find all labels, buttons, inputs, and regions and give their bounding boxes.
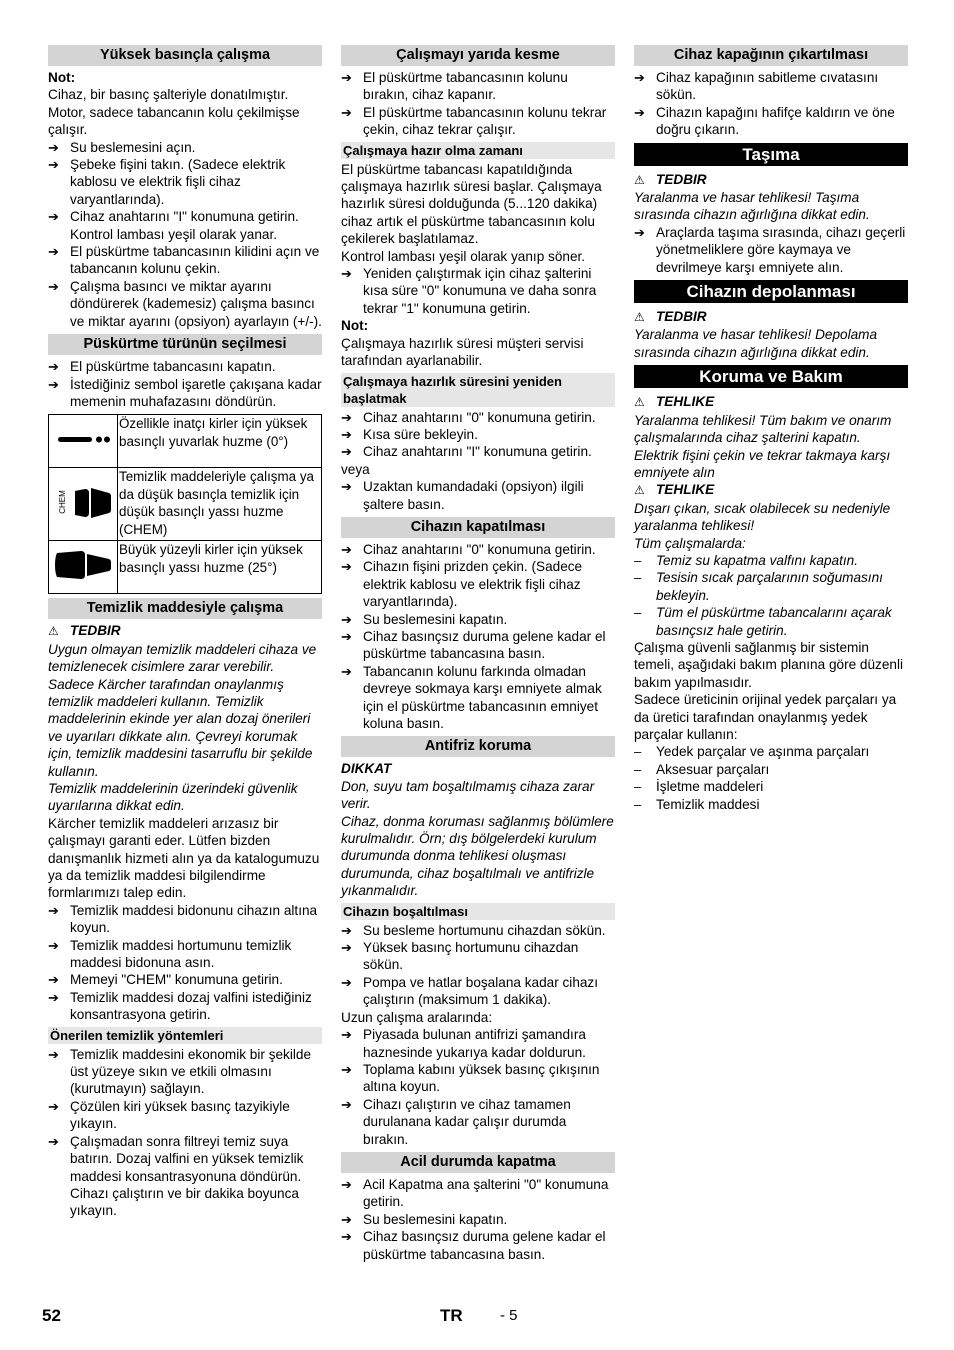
section-heading-emergency: Acil durumda kapatma	[341, 1152, 615, 1173]
warning-text: Temizlik maddelerinin üzerindeki güvenlik uyarılarına dikkat edin.	[48, 780, 298, 814]
subheading-recommended-methods: Önerilen temizlik yöntemleri	[48, 1027, 322, 1044]
arrow-icon: ➔	[341, 1176, 352, 1192]
list-item: ➔ Cihazın kapağını hafifçe kaldırın ve öne doğru çıkarın.	[634, 104, 895, 138]
list-item: ➔ Yüksek basınç hortumunu cihazdan sökün.	[341, 940, 579, 973]
warning-triangle-icon: ⚠	[634, 310, 645, 325]
caution-text: Don, suyu tam boşaltılmamış cihaza zarar verir.	[341, 778, 595, 812]
list-item: ➔ Yeniden çalıştırmak için cihaz şalterini kısa süre "0" konumuna ve daha sonra tekrar "1" konumuna getirin.	[341, 266, 597, 316]
subheading-draining: Cihazın boşaltılması	[341, 903, 615, 920]
warning-text: Yaralanma ve hasar tehlikesi! Depolama sırasında cihazın ağırlığına dikkat edin.	[634, 327, 878, 360]
list-item: – Yedek parçalar ve aşınma parçaları	[634, 744, 870, 760]
list-item: – İşletme maddeleri	[634, 779, 764, 795]
arrow-icon: ➔	[48, 1133, 59, 1149]
warning-heading: ⚠ TEDBIR	[634, 308, 908, 326]
list-item: – Temizlik maddesi	[634, 796, 760, 812]
dash-bullet: –	[634, 761, 642, 777]
arrow-icon: ➔	[48, 937, 59, 953]
danger-heading: ⚠ TEHLIKE	[634, 481, 908, 499]
list-item: ➔ Cihaz anahtarını "I" konumuna getirin. Kontrol lambası yeşil olarak yanar.	[48, 209, 299, 242]
arrow-icon: ➔	[341, 1229, 352, 1245]
arrow-icon: ➔	[48, 1098, 59, 1114]
list-item: ➔ Toplama kabını yüksek basınç çıkışının altına koyun.	[341, 1061, 600, 1095]
table-row	[49, 541, 322, 594]
danger-text: Yaralanma tehlikesi! Tüm bakım ve onarım çalışmalarında cihaz şalterini kapatın.	[634, 412, 892, 446]
danger-heading: ⚠ TEHLIKE	[634, 393, 908, 411]
list-item: ➔ Temizlik maddesi hortumunu temizlik maddesi bidonuna asın.	[48, 937, 292, 971]
arrow-icon: ➔	[48, 376, 59, 392]
arrow-icon: ➔	[341, 104, 352, 120]
arrow-icon: ➔	[48, 1046, 59, 1062]
arrow-icon: ➔	[341, 1061, 352, 1077]
arrow-icon: ➔	[341, 559, 352, 575]
table-row	[49, 415, 322, 468]
list-item: ➔ Uzaktan kumandadaki (opsiyon) ilgili şaltere basın.	[341, 479, 584, 512]
table-cell: Özellikle inatçı kirler için yüksek basınçlı yuvarlak huzme (0°)	[118, 415, 322, 468]
column-1	[48, 45, 322, 1220]
danger-text: Elektrik fişini çekin ve tekrar takmaya karşı emniyete alın	[634, 447, 891, 480]
dash-bullet: –	[634, 605, 642, 621]
list-item: – Tüm el püskürtme tabancalarını açarak basınçsız hale getirin.	[634, 605, 892, 638]
list-item: ➔ Su besleme hortumunu cihazdan sökün.	[341, 922, 606, 938]
section-heading-maintenance: Koruma ve Bakım	[634, 365, 908, 388]
list-item: – Aksesuar parçaları	[634, 761, 770, 777]
list-item: ➔ Su beslemesini kapatın.	[341, 1211, 508, 1227]
arrow-icon: ➔	[341, 940, 352, 956]
column-2	[341, 45, 615, 1263]
subheading-ready-time: Çalışmaya hazır olma zamanı	[341, 142, 615, 159]
step-list	[48, 139, 322, 330]
list-item: ➔ Su beslemesini açın.	[48, 139, 196, 155]
paragraph: Kontrol lambası yeşil olarak yanıp söner.	[341, 248, 586, 264]
round-jet-icon	[49, 415, 118, 468]
list-item: ➔ Piyasada bulunan antifrizi şamandıra haznesinde yukarıya kadar doldurun.	[341, 1027, 586, 1060]
list-item: ➔ Memeyi "CHEM" konumuna getirin.	[48, 972, 283, 988]
list-item: ➔ Kısa süre bekleyin.	[341, 426, 478, 442]
note-label: Not:	[48, 70, 76, 85]
section-heading-high-pressure: Yüksek basınçla çalışma	[48, 45, 322, 66]
list-item: ➔ El püskürtme tabancasının kolunu bırakın, cihaz kapanır.	[341, 70, 568, 103]
arrow-icon: ➔	[341, 974, 352, 990]
section-heading-interrupt: Çalışmayı yarıda kesme	[341, 45, 615, 66]
chem-flat-jet-icon	[49, 468, 118, 541]
section-heading-spray-type: Püskürtme türünün seçilmesi	[48, 334, 322, 355]
danger-text: Dışarı çıkan, sıcak olabilecek su nedeniyle yaralanma tehlikesi!	[634, 500, 891, 534]
caution-text: Cihaz, donma koruması sağlanmış bölümlere kurulmalıdır. Örn; dış bölgelerdeki kurulum durumunda donma tehlikesi oluşması durumunda, cihaz boşaltılmalı ve antifrizle yıkanmalıdır.	[341, 813, 614, 899]
list-item: – Tesisin sıcak parçalarının soğumasını bekleyin.	[634, 570, 883, 603]
warning-heading: ⚠ TEDBIR	[48, 622, 322, 640]
table-cell: Büyük yüzeyli kirler için yüksek basınçlı yassı huzme (25°)	[118, 541, 322, 594]
section-heading-storage: Cihazın depolanması	[634, 280, 908, 303]
arrow-icon: ➔	[48, 359, 59, 375]
dash-bullet: –	[634, 779, 642, 795]
arrow-icon: ➔	[634, 104, 645, 120]
arrow-icon: ➔	[48, 139, 59, 155]
section-heading-detergent: Temizlik maddesiyle çalışma	[48, 598, 322, 619]
warning-text: Uygun olmayan temizlik maddeleri cihaza ve temizlenecek cisimlere zarar verebilir. Sadece Kärcher tarafından onaylanmış temizlik maddeleri kullanın. Temizlik maddelerinin ekinde yer alan dozaj önerileri ve uyarıları dikkate alın. Çevreyi korumak için, temizlik maddesini tasarruflu bir şekilde kullanın.	[48, 641, 317, 779]
arrow-icon: ➔	[341, 444, 352, 460]
warning-text: Yaralanma ve hasar tehlikesi! Taşıma sırasında cihazın ağırlığına dikkat edin.	[634, 190, 870, 223]
list-item: ➔ İstediğiniz sembol işaretle çakışana kadar memenin muhafazasını döndürün.	[48, 376, 322, 409]
list-item: ➔ Temizlik maddesi dozaj valfini istediğiniz konsantrasyona getirin.	[48, 989, 312, 1023]
arrow-icon: ➔	[341, 1211, 352, 1227]
note-text: Çalışmaya hazırlık süresi müşteri servisi tarafından ayarlanabilir.	[341, 335, 584, 369]
list-item: ➔ Cihaz anahtarını "I" konumuna getirin.	[341, 444, 592, 460]
arrow-icon: ➔	[48, 209, 59, 225]
arrow-icon: ➔	[341, 266, 352, 282]
arrow-icon: ➔	[48, 972, 59, 988]
arrow-icon: ➔	[341, 541, 352, 557]
wide-flat-jet-icon	[49, 541, 118, 594]
section-heading-antifreeze: Antifriz koruma	[341, 736, 615, 757]
caution-label: DIKKAT	[341, 761, 392, 777]
paragraph: Sadece üreticinin orijinal yedek parçaları ya da üretici tarafından onaylanmış yedek parçalar kullanın:	[634, 692, 897, 742]
list-item: ➔ Cihaz anahtarını "0" konumuna getirin.	[341, 409, 596, 425]
list-item: ➔ El püskürtme tabancasının kilidini açın ve tabancanın kolunu çekin.	[48, 244, 320, 277]
list-item: ➔ Cihaz anahtarını "0" konumuna getirin.	[341, 541, 596, 557]
list-item: ➔ El püskürtme tabancasını kapatın.	[48, 359, 276, 375]
dash-bullet: –	[634, 552, 642, 568]
list-item: ➔ Cihazı çalıştırın ve cihaz tamamen durulanana kadar çalışır durumda bırakın.	[341, 1096, 571, 1147]
arrow-icon: ➔	[48, 902, 59, 918]
table-row	[49, 468, 322, 541]
dash-bullet: –	[634, 570, 642, 586]
arrow-icon: ➔	[341, 409, 352, 425]
list-item: – Temiz su kapatma valfını kapatın.	[634, 552, 858, 568]
arrow-icon: ➔	[341, 426, 352, 442]
arrow-icon: ➔	[48, 278, 59, 294]
list-item: ➔ Şebeke fişini takın. (Sadece elektrik kablosu ve elektrik fişli cihaz varyantlarında).	[48, 157, 286, 207]
list-item: ➔ Cihazın fişini prizden çekin. (Sadece elektrik kablosu ve elektrik fişli cihaz varyantlarında).	[341, 559, 583, 610]
table-cell: Temizlik maddeleriyle çalışma ya da düşük basınçla temizlik için düşük basınçlı yassı huzme (CHEM)	[118, 468, 322, 541]
warning-triangle-icon: ⚠	[634, 172, 645, 187]
subheading-restart-ready-time: Çalışmaya hazırlık süresini yeniden başlatmak	[341, 373, 615, 407]
paragraph: Uzun çalışma aralarında:	[341, 1009, 493, 1025]
list-item: ➔ Su beslemesini kapatın.	[341, 611, 508, 627]
list-item: ➔ El püskürtme tabancasının kolunu tekrar çekin, cihaz tekrar çalışır.	[341, 104, 607, 138]
paragraph: El püskürtme tabancası kapatıldığında çalışmaya hazırlık süresi başlar. Çalışmaya hazırlık süresi dolduğunda (5...120 dakika) cihaz artık el püskürtme tabancasının kolu çekilerek başlatılamaz.	[341, 161, 602, 247]
arrow-icon: ➔	[341, 1027, 352, 1043]
arrow-icon: ➔	[48, 989, 59, 1005]
arrow-icon: ➔	[341, 611, 352, 627]
chem-label: CHEM	[58, 490, 67, 514]
list-item: ➔ Çözülen kiri yüksek basınç tazyikiyle yıkayın.	[48, 1098, 290, 1132]
arrow-icon: ➔	[341, 1096, 352, 1112]
list-item: ➔ Tabancanın kolunu farkında olmadan devreye sokmaya karşı emniyete almak için el püskürtme tabancasının emniyet koluna basın.	[341, 663, 602, 731]
list-item: ➔ Cihaz basınçsız duruma gelene kadar el püskürtme tabancasına basın.	[341, 628, 606, 662]
paragraph: Kärcher temizlik maddeleri arızasız bir çalışmayı garanti eder. Lütfen bizden danışmanlık hizmeti alın ya da katalogumuzu ya da temizlik maddesi bilgilendirme formlarımızı talep edin.	[48, 815, 320, 901]
section-heading-transport: Taşıma	[634, 143, 908, 166]
list-item: ➔ Cihaz basınçsız duruma gelene kadar el püskürtme tabancasına basın.	[341, 1229, 606, 1262]
warning-triangle-icon: ⚠	[48, 624, 59, 639]
warning-triangle-icon: ⚠	[634, 483, 645, 498]
note-text: Cihaz, bir basınç şalteriyle donatılmıştır. Motor, sadece tabancanın kolu çekilmişse çalışır.	[48, 87, 300, 138]
list-item: ➔ Araçlarda taşıma sırasında, cihazı geçerli yönetmeliklere göre kaymaya ve devrilmeye karşı emniyete alın.	[634, 224, 906, 275]
danger-text: Tüm çalışmalarda:	[634, 535, 746, 551]
paragraph: veya	[341, 461, 370, 477]
arrow-icon: ➔	[341, 479, 352, 495]
arrow-icon: ➔	[48, 157, 59, 173]
sub-page-number: - 5	[500, 1307, 518, 1324]
dash-bullet: –	[634, 796, 642, 812]
paragraph: Çalışma güvenli sağlanmış bir sistemin temeli, aşağıdaki bakım planına göre düzenli bakım yapılmasıdır.	[634, 639, 904, 690]
arrow-icon: ➔	[341, 70, 352, 85]
list-item: ➔ Pompa ve hatlar boşalana kadar cihazı çalıştırın (maksimum 1 dakika).	[341, 974, 599, 1008]
list-item: ➔ Acil Kapatma ana şalterini "0" konumuna getirin.	[341, 1176, 609, 1210]
section-heading-shutdown: Cihazın kapatılması	[341, 517, 615, 538]
list-item: ➔ Temizlik maddesini ekonomik bir şekilde üst yüzeye sıkın ve etkili olmasını (kurutmayın) sağlayın.	[48, 1046, 312, 1097]
arrow-icon: ➔	[341, 663, 352, 679]
note-label: Not:	[341, 318, 369, 334]
section-heading-cover-removal: Cihaz kapağının çıkartılması	[634, 45, 908, 66]
arrow-icon: ➔	[341, 922, 352, 938]
arrow-icon: ➔	[341, 628, 352, 644]
arrow-icon: ➔	[48, 244, 59, 260]
list-item: ➔ Cihaz kapağının sabitleme cıvatasını sökün.	[634, 70, 879, 103]
warning-heading: ⚠ TEDBIR	[634, 171, 908, 189]
language-code: TR	[440, 1306, 463, 1325]
nozzle-symbol-table	[48, 414, 322, 594]
warning-triangle-icon: ⚠	[634, 395, 645, 410]
list-item: ➔ Temizlik maddesi bidonunu cihazın altına koyun.	[48, 902, 318, 936]
arrow-icon: ➔	[634, 70, 645, 85]
list-item: ➔ Çalışma basıncı ve miktar ayarını döndürerek (kademesiz) çalışma basıncı ve miktar ayarını (opsiyon) ayarlayın (+/-).	[48, 278, 322, 329]
dash-bullet: –	[634, 744, 642, 760]
list-item: ➔ Çalışmadan sonra filtreyi temiz suya batırın. Dozaj valfini en yüksek temizlik maddesi konsantrasyonuna döndürün. Cihazı çalıştırın ve bir dakika boyunca yıkayın.	[48, 1133, 304, 1219]
page-number: 52	[42, 1306, 61, 1325]
column-3	[634, 45, 908, 813]
arrow-icon: ➔	[634, 224, 645, 240]
